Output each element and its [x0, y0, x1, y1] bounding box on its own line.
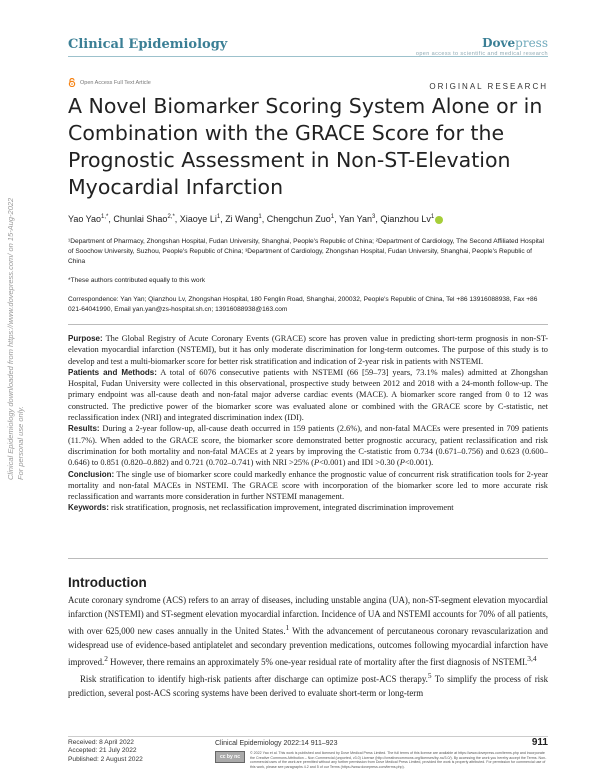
publisher-tagline: open access to scientific and medical research: [415, 51, 548, 57]
author-separator: ,: [108, 214, 114, 224]
affiliations: ¹Department of Pharmacy, Zhongshan Hospital, Fudan University, Shanghai, People's Republic of China; ²Department of Cardiology, The Second Affiliated Hospital of Soochow University, Suzhou, People's Republic of China; ³Department of Cardiology, Zhongshan Hospital, Fudan University, Shanghai, People's Republic of China: [68, 238, 545, 265]
author-list: [68, 214, 558, 224]
ref-link[interactable]: 1: [285, 623, 290, 633]
watermark-line-2: For personal use only.: [16, 406, 25, 480]
publication-dates: [68, 739, 143, 764]
abstract-results: Results: During a 2-year follow-up, all-cause death occurred in 159 patients (2.6%), and non-fatal MACEs were presented in 709 patients (11.7%). When added to the GRACE score, the biomarker score demonstrated better prognostic accuracy, patient reclassification and risk discrimination for both mortality and non-fatal MACEs at 2 years by improving the C-statistic from 0.734 (0.671–0.756) and 0.623 (0.600–0.646) to 0.851 (0.820–0.882) and 0.721 (0.702–0.741) with NRI >25% (P<0.001) and IDI >0.30 (P<0.001).: [68, 424, 549, 468]
open-access-badge: [68, 78, 151, 87]
abstract-purpose: Purpose: The Global Registry of Acute Coronary Events (GRACE) score has proven value in predicting short-term prognosis in non-ST-elevation myocardial infarction (NSTEMI), but it has only moderate discrimination for long-term outcomes. The purpose of this study is to develop and test a multi-biomarker score for better risk stratification and indication of 2-year risk in patients with NSTEMI.: [68, 334, 548, 366]
license-text: © 2022 Yao et al. This work is published and licensed by Dove Medical Press Limited. The full terms of this license are available at https://www.dovepress.com/terms.php and incorporate the Creative Commons Attribution – Non Commercial (unported, v3.0) License (http://creativecommons.org/licenses/by-nc/3.0/). By accessing the work you hereby accept the Terms. Non-commercial uses of the work are permitted without any further permission from Dove Medical Press Limited, provided the work is properly attributed. For permission for commercial use of this work, please see paragraphs 4.2 and 5 of our Terms (https://www.dovepress.com/terms.php).: [250, 751, 547, 769]
abstract-bottom-divider: [68, 558, 548, 559]
author-separator: ,: [375, 214, 381, 224]
cc-license-badge[interactable]: cc by nc: [215, 751, 245, 763]
author-affiliation-mark: 1: [330, 214, 335, 220]
article-type: ORIGINAL RESEARCH: [429, 82, 548, 91]
page-number: 911: [531, 737, 548, 748]
section-heading: Introduction: [68, 575, 147, 590]
published-date: Published: 2 August 2022: [68, 755, 143, 763]
author-name[interactable]: Qianzhou Lv: [380, 214, 431, 224]
author-affiliation-mark: 3: [372, 214, 376, 220]
methods-label: Patients and Methods:: [68, 367, 157, 377]
introduction-body: [68, 593, 548, 701]
footer-divider: [68, 736, 548, 737]
author-name[interactable]: Chengchun Zuo: [266, 214, 331, 224]
keywords-label: Keywords:: [68, 503, 109, 513]
publisher-press: press: [515, 36, 548, 50]
abstract-conclusion: Conclusion: The single use of biomarker score could markedly enhance the prognostic value of concurrent risk stratification tools for 2-year mortality and non-fatal MACEs in NSTEMI. The GRACE score with incorporation of the biomarker score led to more accurate risk reclassification and warrants more consideration in further NSTEMI management.: [68, 469, 548, 502]
received-date: Received: 8 April 2022: [68, 739, 134, 746]
abstract-top-divider: [68, 324, 548, 325]
author-separator: ,: [220, 214, 226, 224]
citation-line[interactable]: Clinical Epidemiology 2022:14 911–923: [215, 740, 338, 747]
results-label: Results:: [68, 424, 100, 434]
author-name[interactable]: Yao Yao: [68, 214, 102, 224]
author-separator: ,: [334, 214, 339, 224]
author-affiliation-mark: 1,*: [101, 214, 109, 220]
author-name[interactable]: Yan Yan: [338, 214, 372, 224]
intro-paragraph: Risk stratification to identify high-risk patients after discharge can optimize post-ACS therapy.$^5$ To simplify the process of risk prediction, several post-ACS scoring systems have been derived to evaluate short-term or long-term: [68, 671, 549, 699]
intro-paragraph: Acute coronary syndrome (ACS) refers to an array of diseases, including unstable angina (UA), non-ST-segment elevation myocardial infarction (NSTEMI) and ST-segment elevation myocardial infarction. Incidence of UA and NSTEMI accounts for 70% of all patients, with over 625,000 new cases annually in the United States.$^1$ With the advancement of percutaneous coronary revascularization and widespread use of evidence-based antiplatelet and secondary prevention medications, outcomes following myocardial infarction have improved.$^2$ However, there remains an approximately 5% one-year residual rate of mortality after the first diagnosis of NSTEMI.$^{3,4}$: [68, 595, 548, 668]
conclusion-label: Conclusion:: [68, 469, 115, 479]
watermark-line-1: Clinical Epidemiology downloaded from https://www.dovepress.com/ on 15-Aug-2022: [6, 197, 15, 480]
equal-contribution-note: *These authors contributed equally to this work: [68, 277, 206, 284]
article-title: A Novel Biomarker Scoring System Alone or in Combination with the GRACE Score for the Prognostic Assessment in Non-ST-Elevation Myocardial Infarction: [68, 94, 543, 199]
author-name[interactable]: Xiaoye Li: [179, 214, 217, 224]
open-access-label: Open Access Full Text Article: [80, 79, 151, 86]
publisher-logo[interactable]: [416, 36, 548, 57]
purpose-label: Purpose:: [68, 334, 103, 343]
author-separator: ,: [261, 214, 267, 224]
author-name[interactable]: Zi Wang: [225, 214, 259, 224]
correspondence[interactable]: Correspondence: Yan Yan; Qianzhou Lv, Zhongshan Hospital, 180 Fenglin Road, Shanghai, 200032, People's Republic of China, Tel +86 13916088938, Fax +86 021-64041990, Email yan.yan@zs-hospital.sh.cn; 13916088938@163.com: [68, 296, 538, 313]
orcid-icon[interactable]: [435, 216, 443, 224]
ref-link[interactable]: 5: [427, 671, 432, 681]
author-affiliation-mark: 2,*: [167, 214, 175, 220]
ref-link[interactable]: 3,4: [527, 654, 537, 664]
author-affiliation-mark: 1: [430, 214, 435, 220]
abstract-methods: Patients and Methods: A total of 6076 consecutive patients with NSTEMI (66 [59–73] years, 73.1% males) admitted at Zhongshan Hospital, Fudan University were collected in this observational, prospective study between 2012 and 2018 with a 24-month follow-up. The primary endpoint was all-cause death and non-fatal major adverse cardiac events (MACE). A biomarker score ranged from 0 to 12 was constructed. The predictive power of the biomarker score was evaluated alone or combined with the GRACE score by C-statistic, net reclassification index (NRI) and integrated discrimination index (IDI).: [68, 367, 548, 423]
publisher-dove: Dove: [482, 36, 516, 50]
accepted-date: Accepted: 21 July 2022: [68, 747, 137, 755]
author-name[interactable]: Chunlai Shao: [113, 214, 168, 224]
open-access-lock-icon: [68, 78, 76, 87]
journal-name[interactable]: Clinical Epidemiology: [68, 37, 228, 52]
abstract: [68, 333, 548, 514]
abstract-keywords: Keywords: risk stratification, prognosis, net reclassification improvement, integrated discrimination improvement: [68, 503, 454, 513]
author-affiliation-mark: 1: [216, 214, 221, 220]
author-affiliation-mark: 1: [258, 214, 262, 220]
ref-link[interactable]: 2: [104, 654, 108, 664]
download-watermark: [6, 197, 30, 481]
license-block: [215, 751, 548, 769]
author-separator: ,: [174, 214, 180, 224]
